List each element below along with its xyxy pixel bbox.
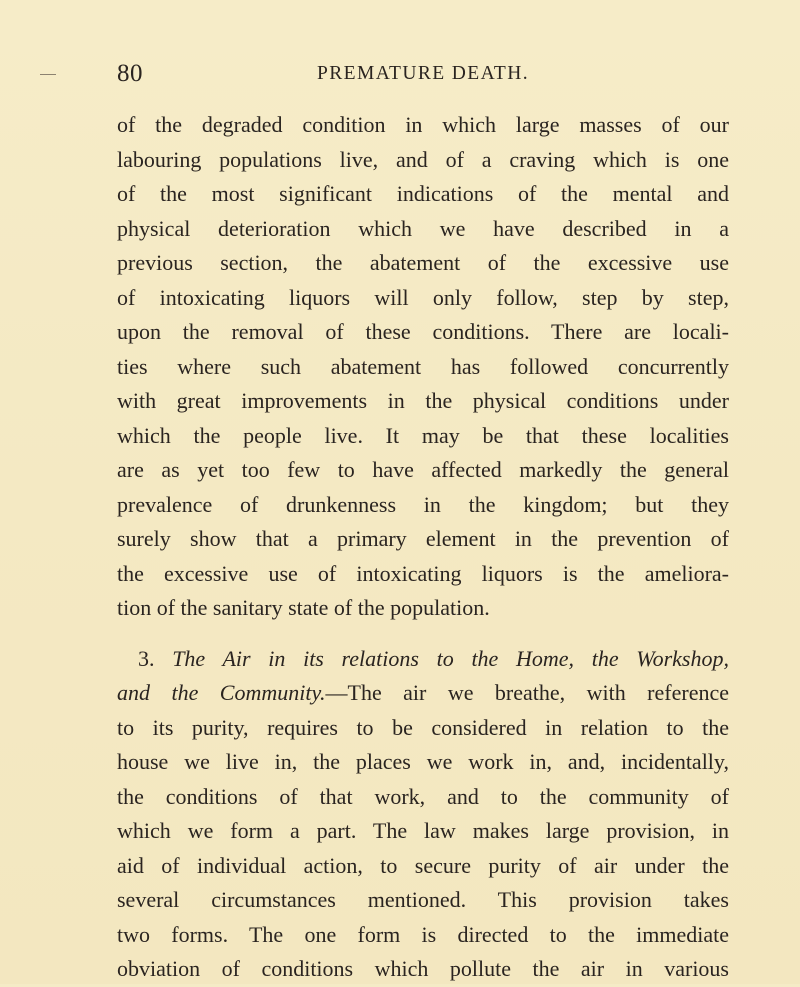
text-line: of the degraded condition in which large masses of our [117,112,729,137]
section-heading-line [117,642,729,677]
paragraph-1 [117,108,729,626]
text-line: labouring populations live, and of a craving which is one [117,146,729,172]
page-header [117,60,717,92]
section-title-part-1: The Air in its relations to the Home, the Workshop, [172,645,729,671]
section-title-part-2: and the Community. [117,680,326,705]
text-line: prevalence of drunkenness in the kingdom; but they [117,491,729,517]
text-line: of the most significant indications of the mental and [117,181,729,206]
body-text [117,108,729,987]
text-line: surely show that a primary element in the prevention of [117,526,729,551]
section-heading-line-2 [117,676,729,711]
text-line: to its purity, requires to be considered in relation to the [117,714,729,740]
text-line: which the people live. It may be that these localities [117,422,729,448]
text-line: several circumstances mentioned. This provision takes [117,887,729,912]
paragraph-gap [117,626,729,642]
text-line: upon the removal of these conditions. There are locali- [117,319,729,344]
section-number: 3. [138,645,155,671]
text-line: the conditions of that work, and to the community of [117,783,729,809]
text-line: ties where such abatement has followed concurrently [117,353,729,379]
text-line: of intoxicating liquors will only follow, step by step, [117,284,729,310]
text-line: which we form a part. The law makes large provision, in [117,818,729,843]
text-line: tion of the sanitary state of the population. [117,595,490,620]
text-line: are as yet too few to have affected markedly the general [117,457,729,482]
section-text-start: —The air we breathe, with reference [325,680,729,705]
text-line: the excessive use of intoxicating liquors is the ameliora- [117,560,729,586]
text-line: aid of individual action, to secure purity of air under the [117,852,729,878]
text-line: previous section, the abatement of the excessive use [117,250,729,275]
margin-mark [40,74,56,75]
text-line: house we live in, the places we work in, and, incidentally, [117,749,729,774]
text-line: with great improvements in the physical conditions under [117,388,729,413]
running-title: PREMATURE DEATH. [317,63,529,84]
text-line: physical deterioration which we have described in a [117,215,729,241]
text-line: obviation of conditions which pollute the air in various [117,956,729,981]
page-number: 80 [117,60,143,87]
text-line: two forms. The one form is directed to the immediate [117,921,729,947]
paragraph-2 [117,642,729,987]
